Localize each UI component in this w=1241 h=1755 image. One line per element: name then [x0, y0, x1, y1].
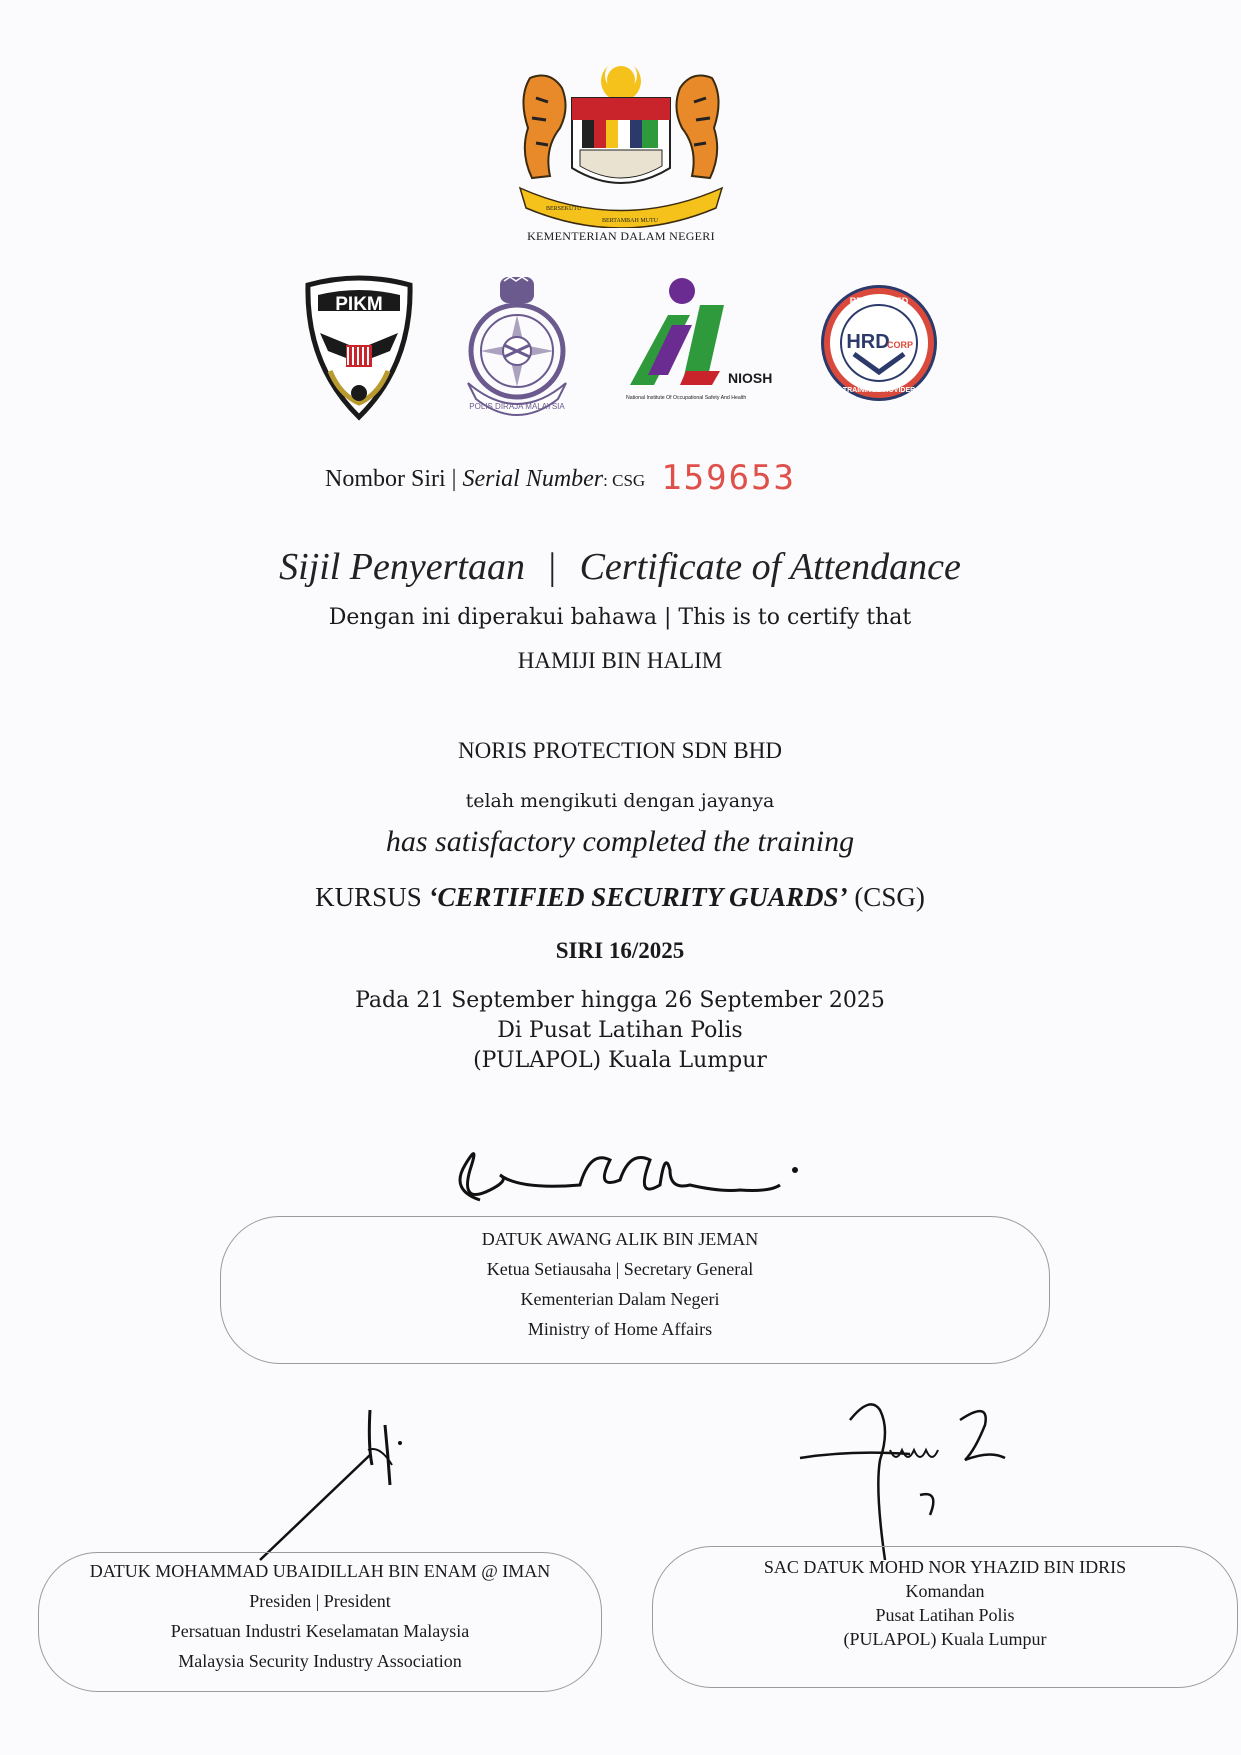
president-org-en: Malaysia Security Industry Association — [178, 1651, 462, 1671]
president-name: DATUK MOHAMMAD UBAIDILLAH BIN ENAM @ IMAN — [89, 1561, 551, 1581]
hrd-provider-text: TRAINING PROVIDER — [842, 387, 916, 394]
hrd-registered-text: REGISTERED — [849, 296, 909, 306]
serial-prefix: : CSG — [603, 471, 646, 490]
commandant-org-2: (PULAPOL) Kuala Lumpur — [843, 1629, 1047, 1649]
president-org-ms: Persatuan Industri Keselamatan Malaysia — [170, 1621, 470, 1641]
motto-left: BERSEKUTU — [546, 206, 582, 212]
serial-number-row — [325, 458, 945, 498]
president-block — [50, 1556, 590, 1676]
recipient-name: HAMIJI BIN HALIM — [517, 648, 723, 673]
secretary-org-ms: Kementerian Dalam Negeri — [520, 1289, 720, 1309]
secretary-signature — [420, 1130, 840, 1210]
hrd-text: HRD — [846, 331, 890, 353]
venue-line-1: Di Pusat Latihan Polis — [497, 1018, 743, 1043]
niosh-logo — [620, 275, 782, 405]
certify-text: Dengan ini diperakui bahawa | This is to certify that — [328, 605, 912, 630]
secretary-name: DATUK AWANG ALIK BIN JEMAN — [481, 1229, 759, 1249]
president-signature — [250, 1405, 430, 1565]
pdrm-ribbon-text: POLIS DIRAJA MALAYSIA — [469, 402, 565, 411]
niosh-text: NIOSH — [728, 370, 773, 386]
title-ms: Sijil Penyertaan — [279, 546, 525, 588]
secretary-title: Ketua Setiausaha | Secretary General — [486, 1259, 754, 1279]
completed-ms: telah mengikuti dengan jayanya — [465, 790, 775, 812]
title-separator: | — [548, 546, 557, 588]
commandant-signature — [790, 1390, 1020, 1560]
completed-en: has satisfactory completed the training — [385, 825, 855, 858]
president-title: Presiden | President — [249, 1591, 391, 1611]
hrd-corp-logo — [818, 282, 940, 404]
coat-of-arms — [510, 58, 732, 228]
secretary-block — [300, 1224, 940, 1344]
pikm-logo — [300, 275, 418, 425]
commandant-name: SAC DATUK MOHD NOR YHAZID BIN IDRIS — [763, 1557, 1127, 1577]
course-line — [200, 882, 1040, 913]
pdrm-logo — [458, 275, 576, 425]
training-dates: Pada 21 September hingga 26 September 2025 — [355, 988, 885, 1013]
secretary-org-en: Ministry of Home Affairs — [527, 1319, 713, 1339]
course-prefix: KURSUS — [315, 882, 422, 912]
ministry-name: KEMENTERIAN DALAM NEGERI — [527, 229, 715, 243]
serial-label-en: Serial Number — [462, 466, 604, 492]
serial-number: 159653 — [661, 458, 797, 498]
title-en: Certificate of Attendance — [579, 546, 961, 588]
niosh-tagline: National Institute Of Occupational Safety And Health — [626, 395, 747, 401]
pikm-text: PIKM — [335, 294, 383, 315]
certificate-title — [200, 545, 1040, 589]
motto-center: BERTAMBAH MUTU — [602, 218, 658, 224]
venue-line-2: (PULAPOL) Kuala Lumpur — [473, 1048, 767, 1073]
series-number: SIRI 16/2025 — [555, 938, 685, 963]
serial-separator: | — [451, 466, 457, 492]
commandant-title: Komandan — [905, 1581, 985, 1601]
commandant-block — [680, 1555, 1210, 1651]
serial-label-ms: Nombor Siri — [325, 466, 446, 492]
commandant-org-1: Pusat Latihan Polis — [875, 1605, 1015, 1625]
course-name: ‘CERTIFIED SECURITY GUARDS’ — [428, 882, 848, 912]
course-suffix: (CSG) — [854, 882, 925, 912]
company-name: NORIS PROTECTION SDN BHD — [458, 738, 782, 763]
hrd-corp-text: CORP — [886, 340, 914, 350]
